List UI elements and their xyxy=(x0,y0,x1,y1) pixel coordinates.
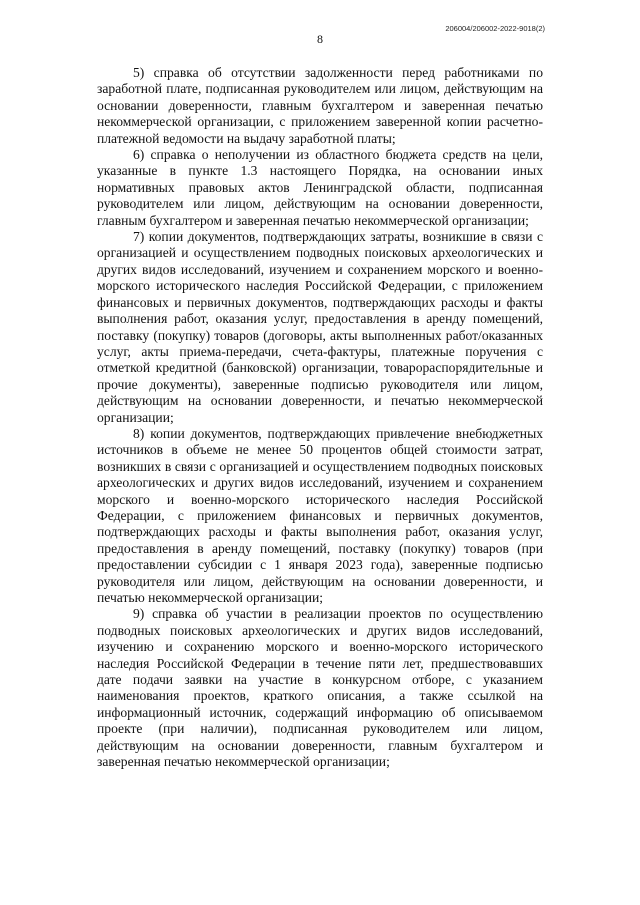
paragraph-item-7: 7) копии документов, подтверждающих затраты, возникшие в связи с организацией и осуществлением подводных поисковых археологических и других видов исследований, изучением и сохранением морского и военно-морского исторического наследия Российской Федерации, с приложением финансовых и первичных документов, подтверждающих расходы и факты выполнения работ, оказания услуг, предоставления в аренду помещений, поставку (покупку) товаров (договоры, акты выполненных работ/оказанных услуг, акты приема-передачи, счета-фактуры, платежные поручения с отметкой кредитной (банковской) организации, товарораспорядительные и прочие документы), заверенные подписью руководителя или лицом, действующим на основании доверенности, и печатью некоммерческой организации; xyxy=(97,229,543,425)
paragraph-item-9: 9) справка об участии в реализации проектов по осуществлению подводных поисковых археологических и других видов исследований, изучению и сохранению морского и военно-морского исторического наследия Российской Федерации в течение пяти лет, предшествовавших дате подачи заявки на участие в конкурсном отборе, с указанием наименования проектов, краткого описания, а также ссылкой на информационный источник, содержащий информацию об описываемом проекте (при наличии), подписанная руководителем или лицом, действующим на основании доверенности, главным бухгалтером и заверенная печатью некоммерческой организации; xyxy=(97,606,543,770)
document-id: 206004/206002-2022-9018(2) xyxy=(445,24,545,33)
paragraph-item-5: 5) справка об отсутствии задолженности перед работниками по заработной плате, подписанная руководителем или лицом, действующим на основании доверенности, главным бухгалтером и заверенная печатью некоммерческой организации, с приложением заверенной копии расчетно-платежной ведомости на выдачу заработной платы; xyxy=(97,65,543,146)
paragraph-item-8: 8) копии документов, подтверждающих привлечение внебюджетных источников в объеме не менее 50 процентов общей стоимости затрат, возникших в связи с организацией и осуществлением подводных поисковых археологических и других видов исследований, изучением и сохранением морского и военно-морского исторического наследия Российской Федерации, с приложением финансовых и первичных документов, подтверждающих расходы и факты выполнения работ, оказания услуг, предоставления в аренду помещений, поставку (покупку) товаров (при предоставлении субсидии с 1 января 2023 года), заверенные подписью руководителя или лицом, действующим на основании доверенности, и печатью некоммерческой организации; xyxy=(97,425,543,605)
paragraph-item-6: 6) справка о неполучении из областного бюджета средств на цели, указанные в пункте 1.3 настоящего Порядка, на основании иных нормативных правовых актов Ленинградской области, подписанная руководителем или лицом, действующим на основании доверенности, главным бухгалтером и заверенная печатью некоммерческой организации; xyxy=(97,147,543,228)
document-body xyxy=(97,65,543,770)
page-number: 8 xyxy=(317,32,323,46)
